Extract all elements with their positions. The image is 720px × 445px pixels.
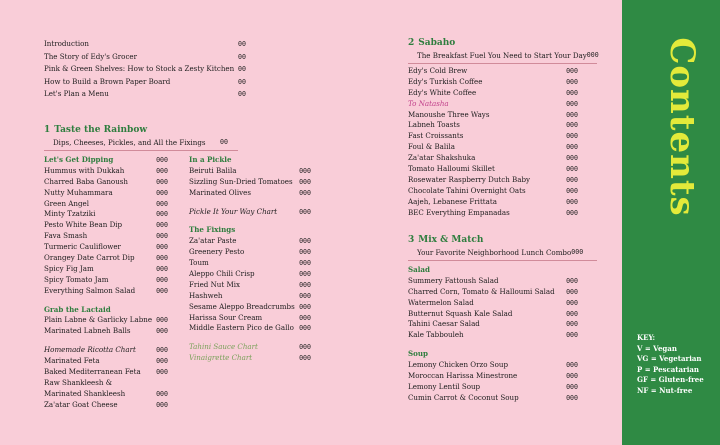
- toc-entry[interactable]: [189, 342, 311, 353]
- toc-entry-label: Let's Plan a Menu: [44, 89, 109, 99]
- toc-entry-label: Middle Eastern Pico de Gallo: [189, 323, 294, 333]
- toc-entry-page: 000: [566, 121, 578, 130]
- toc-entry-label: Fast Croissants: [408, 131, 464, 141]
- toc-entry[interactable]: [408, 88, 578, 99]
- toc-entry-label: Spicy Fig Jam: [44, 263, 94, 273]
- toc-entry-page: 000: [566, 88, 578, 97]
- toc-entry-page: 000: [156, 188, 168, 197]
- section-1-tagline-page: 00: [220, 138, 228, 146]
- section-2-tagline-page: 000: [586, 51, 599, 59]
- subsection-heading[interactable]: [189, 225, 311, 236]
- toc-entry[interactable]: [189, 258, 311, 269]
- key-title: KEY:: [637, 333, 656, 342]
- toc-entry-page: 000: [566, 276, 578, 285]
- section-2-heading: [408, 38, 597, 49]
- toc-entry[interactable]: [44, 76, 246, 89]
- key-vegetarian: VG = Vegetarian: [637, 354, 702, 363]
- section-3-tagline-page: 000: [571, 248, 584, 256]
- toc-entry[interactable]: [44, 51, 246, 64]
- toc-entry-label: Edy's Cold Brew: [408, 66, 468, 75]
- toc-entry-label: Aajeh, Lebanese Frittata: [408, 196, 497, 206]
- section-2-number: 2: [408, 38, 415, 48]
- toc-entry[interactable]: [408, 131, 578, 142]
- toc-entry-page: 000: [566, 382, 578, 391]
- toc-entry[interactable]: [408, 276, 578, 287]
- toc-entry[interactable]: [408, 197, 578, 208]
- toc-entry-label: Za'atar Paste: [189, 236, 237, 246]
- toc-entry-label: BEC Everything Empanadas: [408, 207, 510, 217]
- toc-entry[interactable]: [44, 286, 168, 297]
- key-vegan: V = Vegan: [637, 343, 677, 353]
- toc-entry-label: Butternut Squash Kale Salad: [408, 308, 513, 318]
- toc-entry-page: 000: [299, 343, 311, 352]
- toc-entry-page: 000: [299, 166, 311, 175]
- diet-key: [637, 333, 704, 396]
- toc-entry-label: Pink & Green Shelves: How to Stock a Zesty Kitchen: [44, 64, 235, 74]
- toc-entry-page: 000: [156, 210, 168, 219]
- toc-entry-page: 000: [156, 357, 168, 366]
- toc-entry-label: Za'atar Goat Cheese: [44, 399, 118, 409]
- toc-entry[interactable]: [189, 236, 311, 247]
- toc-entry-page: 000: [566, 197, 578, 206]
- toc-entry[interactable]: [408, 360, 578, 371]
- toc-entry[interactable]: [44, 389, 168, 400]
- toc-entry-label: How to Build a Brown Paper Board: [44, 76, 171, 86]
- contents-title: Contents: [662, 37, 702, 217]
- toc-entry[interactable]: [408, 164, 578, 175]
- toc-entry-page: 000: [299, 188, 311, 197]
- toc-entry-page: 000: [566, 287, 578, 296]
- toc-entry[interactable]: [44, 400, 168, 411]
- toc-entry[interactable]: [408, 371, 578, 382]
- toc-entry[interactable]: [408, 298, 578, 309]
- section-3-tagline-text: Your Favorite Neighborhood Lunch Combo: [417, 248, 572, 257]
- toc-entry-page: 000: [299, 291, 311, 300]
- toc-entry-page: 000: [566, 331, 578, 340]
- toc-entry[interactable]: [408, 142, 578, 153]
- toc-entry[interactable]: [408, 309, 578, 320]
- toc-entry-page: 000: [156, 286, 168, 295]
- section-3-number: 3: [408, 235, 415, 245]
- toc-entry-page: 000: [299, 324, 311, 333]
- toc-entry-label: Baked Mediterranean Feta: [44, 367, 141, 377]
- toc-entry-label: Soup: [408, 349, 428, 359]
- toc-entry-label: Marinated Olives: [189, 187, 251, 197]
- toc-entry[interactable]: [44, 177, 168, 188]
- toc-entry-label: Homemade Ricotta Chart: [44, 345, 136, 355]
- toc-entry-page: 000: [156, 400, 168, 409]
- toc-entry-page: 000: [156, 316, 168, 325]
- list-spacer: [189, 199, 311, 207]
- toc-entry[interactable]: [189, 280, 311, 291]
- toc-entry-label: Nutty Muhammara: [44, 187, 113, 197]
- toc-entry-label: Tahini Sauce Chart: [189, 342, 258, 352]
- toc-entry-page: 000: [566, 309, 578, 318]
- toc-entry-label: In a Pickle: [189, 155, 232, 164]
- toc-entry-label: Beiruti Balila: [189, 165, 237, 175]
- toc-entry-page: 000: [566, 154, 578, 163]
- section-3-tagline: [408, 246, 597, 261]
- toc-entry-page: 000: [156, 264, 168, 273]
- subsection-heading[interactable]: [408, 265, 578, 276]
- key-gluten-free: GF = Gluten-free: [637, 375, 704, 384]
- section-1-column-a: [44, 155, 168, 411]
- toc-entry-label: To Natasha: [408, 98, 449, 108]
- toc-entry[interactable]: [44, 63, 246, 76]
- toc-entry-label: Charred Baba Ganoush: [44, 176, 128, 186]
- toc-entry-label: Orangey Date Carrot Dip: [44, 253, 135, 263]
- toc-entry[interactable]: [44, 264, 168, 275]
- toc-entry-page: 000: [156, 346, 168, 355]
- section-2-title: Sabaho: [418, 38, 456, 48]
- toc-entry-page: 000: [566, 143, 578, 152]
- toc-entry[interactable]: [44, 253, 168, 264]
- section-3-heading: [408, 235, 597, 246]
- section-2-list: [408, 66, 578, 218]
- toc-entry-label: Fried Nut Mix: [189, 279, 240, 289]
- toc-entry[interactable]: [189, 269, 311, 280]
- section-1: [44, 125, 344, 151]
- toc-entry[interactable]: [44, 367, 168, 378]
- toc-entry-page: 000: [156, 368, 168, 377]
- toc-entry-page: 000: [156, 243, 168, 252]
- toc-entry[interactable]: [44, 345, 168, 356]
- toc-entry[interactable]: [189, 291, 311, 302]
- toc-entry-page: 00: [238, 52, 246, 61]
- toc-entry-label: The Story of Edy's Grocer: [44, 51, 138, 61]
- toc-entry[interactable]: [189, 313, 311, 324]
- toc-entry-label: Edy's Turkish Coffee: [408, 76, 483, 86]
- toc-entry-page: 000: [299, 248, 311, 257]
- toc-entry[interactable]: [408, 99, 578, 110]
- toc-entry-page: 00: [238, 40, 246, 48]
- toc-entry[interactable]: [189, 323, 311, 334]
- toc-entry-label: Marinated Feta: [44, 356, 100, 366]
- toc-entry-page: 000: [566, 99, 578, 108]
- toc-entry-label: Turmeric Cauliflower: [44, 242, 121, 252]
- toc-entry-label: Salad: [408, 265, 430, 274]
- toc-entry-label: Cumin Carrot & Coconut Soup: [408, 392, 519, 402]
- toc-entry-page: 000: [299, 259, 311, 268]
- toc-entry-page: 00: [238, 90, 246, 99]
- toc-entry-label: Minty Tzatziki: [44, 209, 96, 219]
- toc-entry[interactable]: [408, 382, 578, 393]
- toc-entry-label: Pickle It Your Way Chart: [189, 206, 278, 216]
- toc-entry[interactable]: [44, 199, 168, 210]
- toc-entry-page: 000: [566, 208, 578, 217]
- toc-entry-label: Aleppo Chili Crisp: [189, 269, 255, 279]
- toc-entry[interactable]: [408, 120, 578, 131]
- toc-entry-label: Sesame Aleppo Breadcrumbs: [189, 301, 295, 311]
- toc-entry-page: 000: [156, 389, 168, 398]
- toc-entry[interactable]: [189, 353, 311, 364]
- toc-entry-page: 000: [566, 77, 578, 86]
- toc-entry[interactable]: [408, 77, 578, 88]
- toc-entry-page: 000: [566, 165, 578, 174]
- toc-entry[interactable]: [44, 315, 168, 326]
- toc-entry[interactable]: [44, 220, 168, 231]
- toc-entry[interactable]: [189, 247, 311, 258]
- toc-entry-label: Vinaigrette Chart: [189, 353, 253, 363]
- toc-entry[interactable]: [44, 38, 246, 51]
- toc-entry-label: Rosewater Raspberry Dutch Baby: [408, 174, 531, 184]
- toc-entry[interactable]: [408, 66, 578, 77]
- toc-entry-page: 000: [566, 110, 578, 119]
- toc-entry-page: 000: [566, 132, 578, 141]
- toc-entry[interactable]: [44, 326, 168, 337]
- toc-entry-label: Watermelon Salad: [408, 297, 474, 307]
- toc-entry-page: 000: [566, 175, 578, 184]
- toc-entry-label: Plain Labne & Garlicky Labne: [44, 315, 153, 325]
- toc-entry[interactable]: [44, 166, 168, 177]
- section-2-tagline: [408, 49, 597, 64]
- section-2-tagline-text: The Breakfast Fuel You Need to Start Your Day: [417, 51, 587, 60]
- front-matter-list: [44, 38, 246, 101]
- toc-entry-label: The Fixings: [189, 225, 236, 235]
- toc-entry-label: Summery Fattoush Salad: [408, 275, 499, 285]
- toc-entry-page: 000: [566, 393, 578, 402]
- section-3-title: Mix & Match: [418, 235, 484, 245]
- toc-entry-label: Lemony Lentil Soup: [408, 381, 481, 391]
- toc-entry-page: 000: [299, 313, 311, 322]
- toc-entry[interactable]: [408, 110, 578, 121]
- toc-entry-page: 000: [156, 221, 168, 230]
- toc-entry-label: Tahini Caesar Salad: [408, 319, 480, 329]
- toc-entry-label: Charred Corn, Tomato & Halloumi Salad: [408, 286, 555, 296]
- toc-entry-page: 000: [566, 320, 578, 329]
- toc-entry-label: Everything Salmon Salad: [44, 285, 136, 295]
- toc-entry[interactable]: [189, 188, 311, 199]
- key-pescatarian: P = Pescatarian: [637, 364, 700, 374]
- subsection-heading[interactable]: [44, 155, 168, 166]
- toc-entry-label: Moroccan Harissa Minestrone: [408, 371, 518, 381]
- toc-entry-label: Hashweh: [189, 290, 223, 300]
- toc-entry[interactable]: [44, 275, 168, 286]
- toc-entry-label: Green Angel: [44, 198, 89, 208]
- toc-entry-label: Spicy Tomato Jam: [44, 274, 109, 284]
- toc-entry-label: Labneh Toasts: [408, 120, 460, 130]
- list-spacer: [189, 217, 311, 225]
- section-1-heading: [44, 125, 344, 136]
- toc-entry-label: Raw Shankleesh &: [44, 377, 113, 387]
- toc-entry[interactable]: [408, 153, 578, 164]
- toc-entry-page: 000: [156, 275, 168, 284]
- toc-entry-label: Let's Get Dipping: [44, 155, 114, 164]
- toc-entry-label: Chocolate Tahini Overnight Oats: [408, 185, 526, 195]
- subsection-heading[interactable]: [44, 305, 168, 316]
- section-1-tagline-text: Dips, Cheeses, Pickles, and All the Fixings: [53, 138, 206, 147]
- toc-entry-page: 000: [156, 232, 168, 241]
- toc-entry-page: 000: [566, 372, 578, 381]
- section-1-tagline: [44, 136, 238, 151]
- section-2: [408, 38, 597, 64]
- section-1-number: 1: [44, 125, 51, 135]
- toc-entry-page: 000: [156, 327, 168, 336]
- toc-entry-label: Marinated Shankleesh: [44, 388, 126, 398]
- toc-entry-label: Hummus with Dukkah: [44, 165, 125, 175]
- toc-entry[interactable]: [408, 287, 578, 298]
- toc-entry[interactable]: [44, 231, 168, 242]
- toc-entry[interactable]: [408, 208, 578, 219]
- toc-entry-page: 000: [299, 354, 311, 363]
- toc-entry-page: 000: [566, 361, 578, 370]
- toc-entry[interactable]: [408, 330, 578, 341]
- toc-entry-page: 000: [299, 302, 311, 311]
- toc-entry-label: Foul & Balila: [408, 142, 455, 152]
- toc-entry[interactable]: [44, 209, 168, 220]
- toc-entry-label: Za'atar Shakshuka: [408, 153, 476, 163]
- toc-entry-page: 000: [299, 280, 311, 289]
- toc-entry-label: Grab the Lactaid: [44, 304, 111, 314]
- subsection-heading[interactable]: [408, 349, 578, 360]
- toc-entry[interactable]: [189, 207, 311, 218]
- toc-entry-label: Marinated Labneh Balls: [44, 326, 131, 336]
- toc-entry-label: Greenery Pesto: [189, 247, 245, 257]
- toc-entry-label: Tomato Halloumi Skillet: [408, 164, 495, 174]
- toc-entry[interactable]: [44, 188, 168, 199]
- section-1-column-b: [189, 155, 311, 364]
- toc-entry-page: 000: [299, 207, 311, 216]
- list-spacer: [408, 341, 578, 349]
- list-spacer: [189, 334, 311, 342]
- toc-entry-page: 000: [156, 199, 168, 208]
- toc-entry-page: 00: [238, 77, 246, 86]
- list-spacer: [44, 297, 168, 305]
- subsection-heading[interactable]: [189, 155, 311, 166]
- toc-entry-label: Introduction: [44, 39, 89, 48]
- toc-entry-label: Pesto White Bean Dip: [44, 220, 123, 230]
- section-3-list: [408, 265, 578, 404]
- toc-entry-label: Harissa Sour Cream: [189, 312, 263, 322]
- toc-entry[interactable]: [408, 319, 578, 330]
- toc-entry[interactable]: [44, 356, 168, 367]
- toc-entry-page: 000: [566, 298, 578, 307]
- toc-entry[interactable]: [189, 302, 311, 313]
- toc-entry[interactable]: [408, 175, 578, 186]
- toc-entry-label: Manoushe Three Ways: [408, 109, 490, 119]
- toc-entry-page: 000: [156, 254, 168, 263]
- toc-entry[interactable]: [44, 378, 168, 389]
- toc-entry[interactable]: [44, 242, 168, 253]
- toc-entry-page: 000: [156, 156, 168, 164]
- toc-entry-page: 000: [299, 237, 311, 246]
- toc-entry[interactable]: [44, 88, 246, 101]
- key-nut-free: NF = Nut-free: [637, 385, 693, 395]
- toc-entry-page: 000: [566, 67, 578, 75]
- toc-entry-label: Lemony Chicken Orzo Soup: [408, 360, 509, 370]
- section-1-title: Taste the Rainbow: [54, 125, 148, 135]
- toc-entry-page: 00: [238, 65, 246, 74]
- toc-entry-page: 000: [156, 166, 168, 175]
- toc-entry-page: 000: [566, 186, 578, 195]
- list-spacer: [44, 337, 168, 345]
- toc-entry-label: Toum: [189, 258, 209, 268]
- toc-entry-page: 000: [156, 177, 168, 186]
- toc-entry-page: 000: [299, 270, 311, 279]
- toc-entry-label: Edy's White Coffee: [408, 87, 477, 97]
- toc-entry[interactable]: [408, 186, 578, 197]
- section-3: [408, 235, 597, 261]
- toc-entry-label: Fava Smash: [44, 231, 88, 241]
- toc-entry[interactable]: [189, 177, 311, 188]
- toc-entry-label: Kale Tabbouleh: [408, 330, 464, 340]
- toc-entry[interactable]: [408, 393, 578, 404]
- toc-entry[interactable]: [189, 166, 311, 177]
- toc-entry-label: Sizzling Sun-Dried Tomatoes: [189, 176, 293, 186]
- toc-entry-page: 000: [299, 177, 311, 186]
